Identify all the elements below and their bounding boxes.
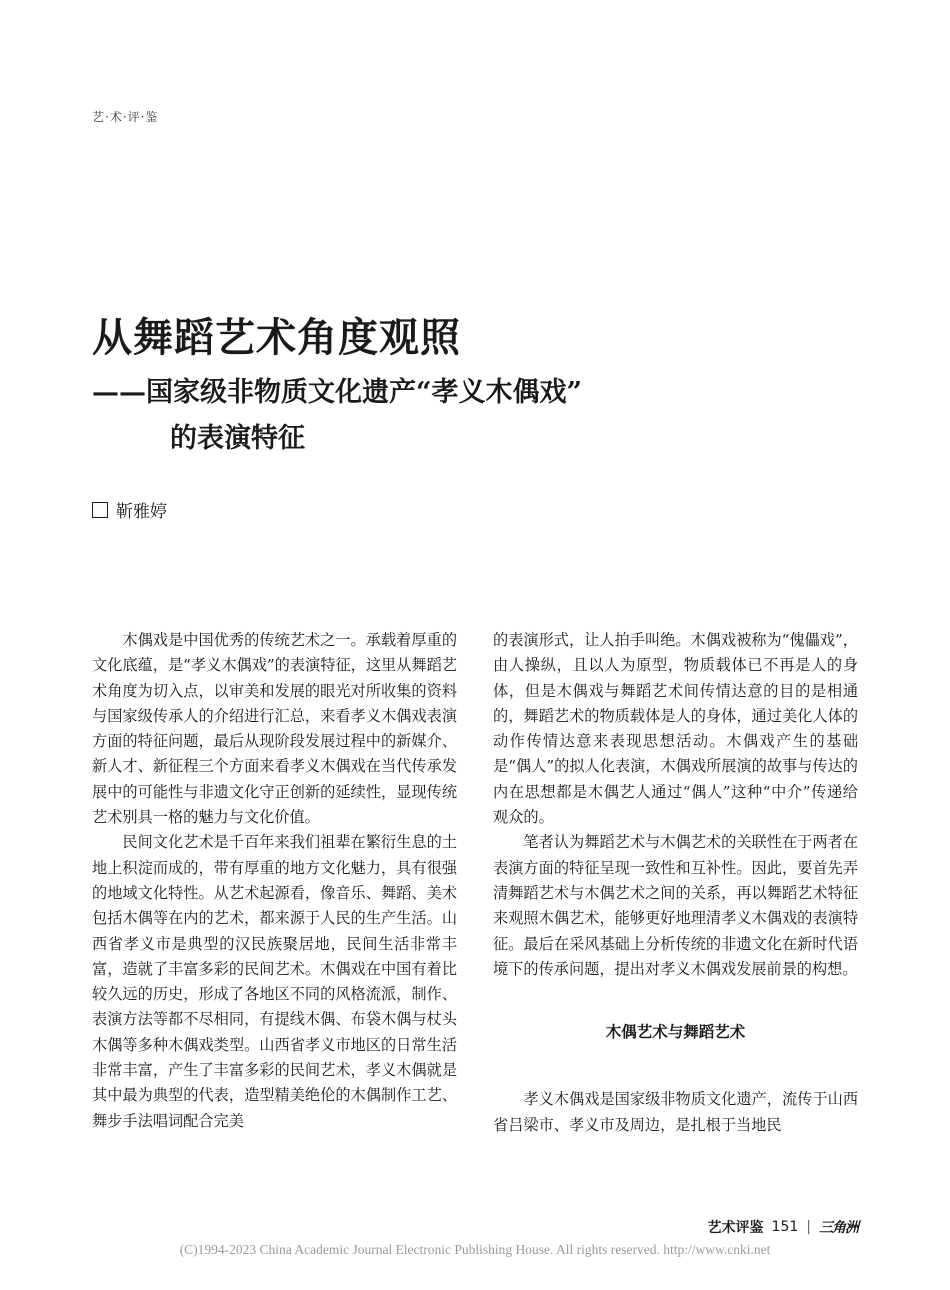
right-column [493, 628, 858, 1138]
journal-name: 艺术评鉴 [707, 1220, 764, 1236]
body-paragraph: 民间文化艺术是千百年来我们祖辈在繁衍生息的土地上积淀而成的，带有厚重的地方文化魅力，具有很强的地域文化特性。从艺术起源看，像音乐、舞蹈、美术包括木偶等在内的艺术，都来源于人民的生产生活。山西省孝义市是典型的汉民族聚居地，民间生活非常丰富，造就了丰富多彩的民间艺术。木偶戏在中国有着比较久远的历史，形成了各地区不同的风格流派，制作、表演方法等都不尽相同，有提线木偶、布袋木偶与杖头木偶等多种木偶戏类型。山西省孝义市地区的日常生活非常丰富，产生了丰富多彩的民间艺术，孝义木偶就是其中最为典型的代表，造型精美绝伦的木偶制作工艺、舞步手法唱词配合完美 [92, 833, 457, 1130]
page-number: 151 [771, 1219, 799, 1235]
body-paragraph: 孝义木偶戏是国家级非物质文化遗产，流传于山西省吕梁市、孝义市及周边，是扎根于当地民 [493, 1090, 858, 1134]
publisher-logo: 三角洲 [819, 1220, 858, 1236]
subtitle-line-2: 的表演特征 [170, 423, 305, 454]
article-title: 从舞蹈艺术角度观照 [92, 314, 461, 361]
author-name: 靳雅婷 [116, 502, 167, 522]
author-box-icon [92, 502, 108, 518]
article-subtitle [92, 370, 582, 462]
body-paragraph-continuation: 的表演形式，让人拍手叫绝。木偶戏被称为“傀儡戏”，由人操纵，且以人为原型，物质载体已不再是人的身体，但是木偶戏与舞蹈艺术间传情达意的目的是相通的，舞蹈艺术的物质载体是人的身体，通过美化人体的动作传情达意来表现思想活动。木偶戏产生的基础是“偶人”的拟人化表演，木偶戏所展演的故事与传达的内在思想都是木偶艺人通过“偶人”这种“中介”传递给观众的。 [493, 631, 858, 827]
body-paragraph: 笔者认为舞蹈艺术与木偶艺术的关联性在于两者在表演方面的特征呈现一致性和互补性。因此，要首先弄清舞蹈艺术与木偶艺术之间的关系，再以舞蹈艺术特征来观照木偶艺术，能够更好地理清孝义木偶戏的表演特征。最后在采风基础上分析传统的非遗文化在新时代语境下的传承问题，提出对孝义木偶戏发展前景的构想。 [493, 833, 858, 978]
body-paragraph: 木偶戏是中国优秀的传统艺术之一。承载着厚重的文化底蕴，是“孝义木偶戏”的表演特征，这里从舞蹈艺术角度为切入点，以审美和发展的眼光对所收集的资料与国家级传承人的介绍进行汇总，来看孝义木偶戏表演方面的特征问题，最后从现阶段发展过程中的新媒介、新人才、新征程三个方面来看孝义木偶戏在当代传承发展中的可能性与非遗文化守正创新的延续性，显现传统艺术别具一格的魅力与文化价值。 [92, 631, 457, 827]
copyright-line: (C)1994-2023 China Academic Journal Electronic Publishing House. All rights reserved. http://www.cnki.net [179, 1242, 771, 1257]
page-footer [708, 1217, 858, 1237]
author-line [92, 497, 167, 522]
section-tag: 艺·术·评·鉴 [92, 110, 159, 124]
section-heading: 木偶艺术与舞蹈艺术 [605, 1023, 746, 1042]
subtitle-line-1: ——国家级非物质文化遗产“孝义木偶戏” [92, 377, 583, 408]
left-column [92, 628, 457, 1134]
footer-separator: | [806, 1219, 811, 1235]
